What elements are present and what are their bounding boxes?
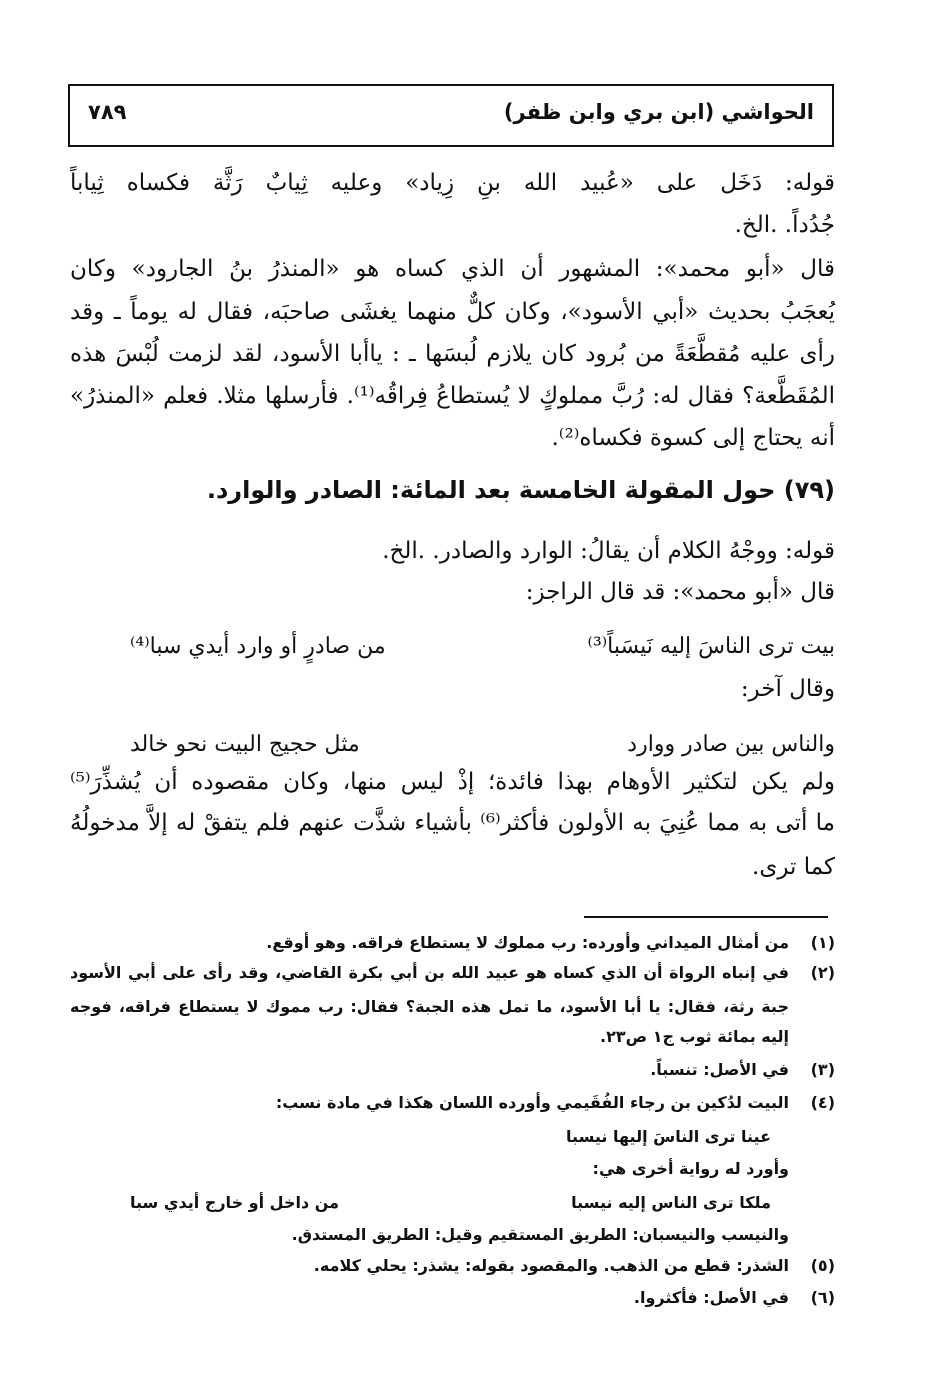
footnote-number: (٦)	[810, 1288, 835, 1307]
page-header	[68, 84, 834, 147]
text-line: قوله: دَخَل على «عُبيد الله بنِ زِياد» وعليه ثِيابٌ رَثَّة فكساه ثِياباً	[70, 170, 835, 196]
footnote-text: في الأصل: تنسباً.	[650, 1060, 789, 1079]
footnote-text: في إنباه الرواة أن الذي كساه هو عبيد الله بن أبي بكرة القاضي، وقد رأى على أبي الأسود	[70, 963, 789, 982]
footnote-number: (١)	[810, 933, 835, 952]
page-number: ٧٨٩	[88, 100, 127, 124]
verse-hemistich-first: والناس بين صادر ووارد	[627, 732, 835, 757]
text-line: أنه يحتاج إلى كسوة فكساه⁽²⁾.	[551, 425, 835, 451]
section-heading: (٧٩) حول المقولة الخامسة بعد المائة: الصادر والوارد.	[206, 476, 835, 504]
text-line: يُعجَبُ بحديث «أبي الأسود»، وكان كلٌّ منهما يغشَى صاحبَه، فقال له يوماً ـ وقد	[70, 299, 835, 325]
footnote-separator	[584, 916, 828, 918]
footnote-text: إليه بمائة ثوب ج١ ص٢٣.	[599, 1027, 789, 1046]
footnote-text: في الأصل: فأكثروا.	[633, 1288, 789, 1307]
footnote-number: (٣)	[810, 1060, 835, 1079]
footnote-text: البيت لدُكين بن رجاء الفُقَيمي وأورده اللسان هكذا في مادة نسب:	[275, 1093, 789, 1112]
footnote-number: (٤)	[810, 1093, 835, 1112]
text-line: قوله: ووجْهُ الكلام أن يقالُ: الوارد والصادر. .الخ.	[382, 538, 835, 564]
text-line: كما ترى.	[752, 854, 835, 880]
text-line: قال «أبو محمد»: المشهور أن الذي كساه هو «المنذرُ بنُ الجارود» وكان	[70, 256, 835, 282]
footnote-text: الشذر: قطع من الذهب. والمقصود بقوله: يشذر: يحلي كلامه.	[313, 1256, 789, 1275]
verse-hemistich-second: من صادرٍ أو وارد أيدي سبا⁽⁴⁾	[130, 634, 386, 659]
text-line: رأى عليه مُقطَّعَةً من بُرود كان يلازم لُبسَها ـ : ياأبا الأسود، لقد لزمت لُبْسَ هذه	[70, 341, 835, 367]
text-line: المُقَطَّعة؟ فقال له: رُبَّ مملوكٍ لا يُستطاعُ فِراقُه⁽¹⁾. فأرسلها مثلا. فعلم «المنذرُ»	[70, 383, 835, 409]
verse-hemistich-second: مثل حجيج البيت نحو خالد	[130, 732, 360, 757]
text-line: ولم يكن لتكثير الأوهام بهذا فائدة؛ إذْ ليس منها، وكان مقصوده أن يُشذِّرَ⁽⁵⁾	[70, 769, 835, 795]
footnote-verse: ملكا ترى الناس إليه نيسبا	[571, 1193, 771, 1212]
footnote-verse: من داخل أو خارج أيدي سبا	[130, 1193, 340, 1212]
text-line: جُدُداً. .الخ.	[734, 212, 835, 238]
text-line: ما أتى به مما عُنِيَ به الأولون فأكثر⁽⁶⁾ بأشياء شذَّت عنهم فلم يتفقْ له إلاَّ مدخولُهُ	[70, 810, 835, 836]
footnote-text: والنيسب والنيسبان: الطريق المستقيم وقيل: الطريق المستدق.	[291, 1225, 789, 1244]
text-line: وقال آخر:	[740, 676, 835, 702]
footnote-text: من أمثال الميداني وأورده: رب مملوك لا يستطاع فراقه. وهو أوقع.	[266, 933, 789, 952]
running-title: الحواشي (ابن بري وابن ظفر)	[503, 100, 814, 124]
footnote-text: وأورد له رواية أخرى هي:	[592, 1159, 789, 1178]
footnote-number: (٥)	[810, 1256, 835, 1275]
text-line: قال «أبو محمد»: قد قال الراجز:	[525, 579, 835, 605]
footnote-verse: عينا ترى الناسَ إليها نيسبا	[566, 1127, 771, 1146]
footnote-text: جبة رثة، فقال: يا أبا الأسود، ما تمل هذه الجبة؟ فقال: رب مموك لا يستطاع فراقه، فوجه	[70, 997, 789, 1016]
verse-hemistich-first: بيت ترى الناسَ إليه نَيسَباً⁽³⁾	[587, 634, 835, 659]
footnote-number: (٢)	[810, 963, 835, 982]
